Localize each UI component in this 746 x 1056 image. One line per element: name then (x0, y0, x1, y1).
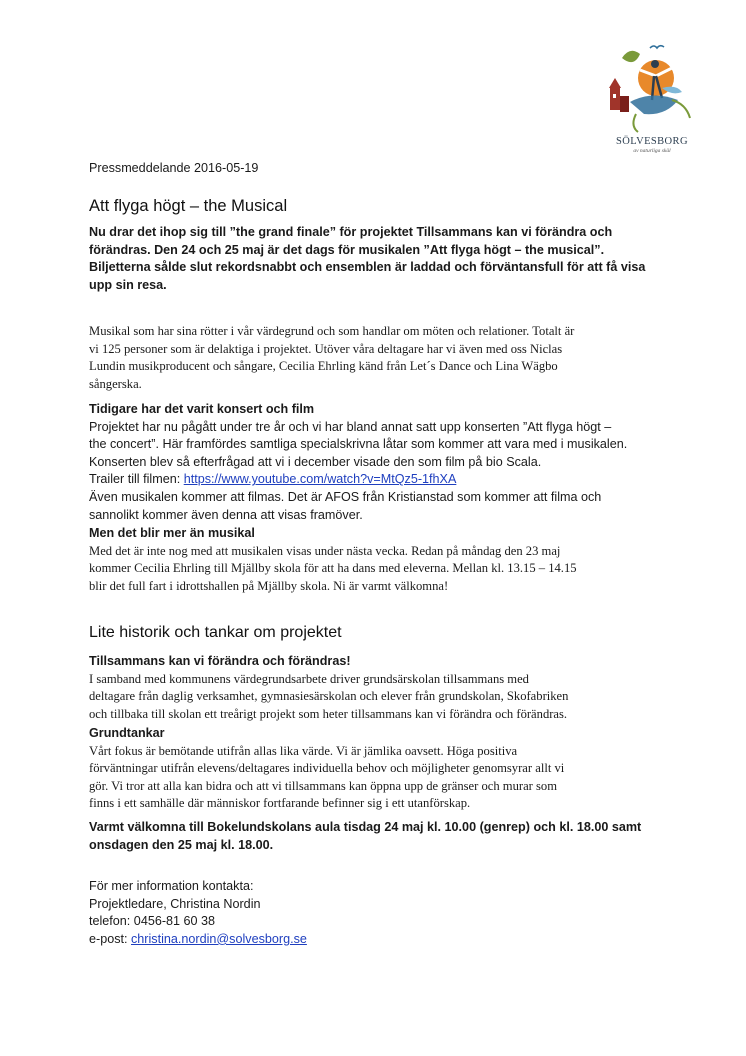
section-heading: Tidigare har det varit konsert och film (89, 402, 315, 416)
subsection-line: I samband med kommunens värdegrundsarbete driver grundsärskolan tillsammans med (89, 671, 529, 686)
welcome-paragraph (89, 819, 669, 854)
lead-line: upp sin resa. (89, 277, 167, 292)
contact-email-label: e-post: (89, 931, 131, 946)
history-heading: Lite historik och tankar om projektet (89, 624, 342, 641)
solvesborg-logo (600, 40, 704, 158)
subsection-heading: Tillsammans kan vi förändra och förändras! (89, 654, 351, 668)
subsection-line: gör. Vi tror att alla kan bidra och att vi tillsammans kan öppna upp de gränser och murar som (89, 778, 558, 793)
page-title: Att flyga högt – the Musical (89, 197, 288, 215)
contact-intro: För mer information kontakta: (89, 879, 254, 893)
section-heading: Men det blir mer än musikal (89, 526, 255, 540)
contact-block (89, 878, 669, 948)
section-line: Projektet har nu pågått under tre år och vi har bland annat satt upp konserten ”Att flyga högt – (89, 419, 612, 434)
bird-icon (650, 46, 664, 48)
lead-line: förändras. Den 24 och 25 maj är det dags för musikalen ”Att flyga högt – the musical”. (89, 242, 605, 257)
section-line: Även musikalen kommer att filmas. Det är AFOS från Kristianstad som kommer att filma och (89, 489, 602, 504)
subsection-line: deltagare från daglig verksamhet, gymnasiesärskolan och elever från grundskolan, Skofabriken (89, 689, 569, 704)
logo-emblem-icon (600, 40, 704, 136)
logo-name: SÖLVESBORG (616, 136, 688, 147)
section-line: kommer Cecilia Ehrling till Mjällby skola för att ha dans med eleverna. Mellan kl. 13.15 – 14.15 (89, 561, 577, 576)
history-sub2 (89, 725, 669, 813)
welcome-line: Varmt välkomna till Bokelundskolans aula tisdag 24 maj kl. 10.00 (genrep) och kl. 18.00 samt (89, 820, 642, 834)
subsection-line: Vårt fokus är bemötande utifrån allas lika värde. Vi är jämlika oavsett. Höga positiva (89, 743, 518, 758)
logo-tagline: av naturliga skäl (633, 148, 671, 154)
press-release-date: Pressmeddelande 2016-05-19 (89, 161, 259, 175)
intro-line: sångerska. (89, 376, 142, 391)
fish-icon (630, 95, 678, 114)
section-line: Med det är inte nog med att musikalen visas under nästa vecka. Redan på måndag den 23 maj (89, 543, 561, 558)
lead-line: Biljetterna sålde slut rekordsnabbt och ensemblen är laddad och förväntansfull för att få visa (89, 260, 646, 275)
welcome-line: onsdagen den 25 maj kl. 18.00. (89, 837, 274, 852)
section-line: Konserten blev så efterfrågad att vi i december visade den som film på bio Scala. (89, 454, 542, 469)
contact-email-line (89, 931, 669, 949)
section-line: the concert”. Här framfördes samtliga specialskrivna låtar som kommer att vara med i musikalen. (89, 437, 628, 452)
history-sub1 (89, 653, 669, 723)
intro-line: Musikal som har sina rötter i vår värdegrund och som handlar om möten och relationer. Totalt är (89, 324, 575, 338)
section-line: blir det full fart i idrottshallen på Mjällby skola. Ni är varmt välkomna! (89, 578, 449, 593)
subsection-line: förväntningar utifrån elevens/deltagares individuella behov och möjligheter genomsyrar allt vi (89, 761, 565, 776)
subsection-heading: Grundtankar (89, 726, 165, 740)
contact-phone: telefon: 0456-81 60 38 (89, 914, 216, 929)
intro-paragraph (89, 323, 669, 393)
contact-name: Projektledare, Christina Nordin (89, 896, 261, 911)
trailer-link[interactable]: https://www.youtube.com/watch?v=MtQz5-1fhXA (183, 472, 457, 487)
leaf-icon (622, 51, 640, 62)
trailer-label: Trailer till filmen: (89, 472, 184, 487)
house-icon (610, 88, 620, 110)
subsection-line: finns i ett samhälle där människor fortfarande befinner sig i ett utanförskap. (89, 796, 471, 811)
section-line: sannolikt kommer även denna att visas framöver. (89, 507, 363, 522)
section-concert (89, 401, 669, 524)
intro-line: vi 125 personer som är delaktiga i projektet. Utöver våra deltagare har vi även med oss Niclas (89, 341, 563, 356)
contact-email-link[interactable]: christina.nordin@solvesborg.se (131, 931, 307, 946)
subsection-line: och tillbaka till skolan ett treårigt projekt som heter tillsammans kan vi förändra och förändras. (89, 706, 568, 721)
intro-line: Lundin musikproducent och sångare, Cecilia Ehrling känd från Let´s Dance och Lina Wägbo (89, 359, 558, 374)
section-more (89, 525, 669, 595)
trailer-line (89, 471, 669, 489)
lead-line: Nu drar det ihop sig till ”the grand finale” för projektet Tillsammans kan vi förändra och (89, 225, 613, 239)
lead-paragraph (89, 224, 669, 294)
